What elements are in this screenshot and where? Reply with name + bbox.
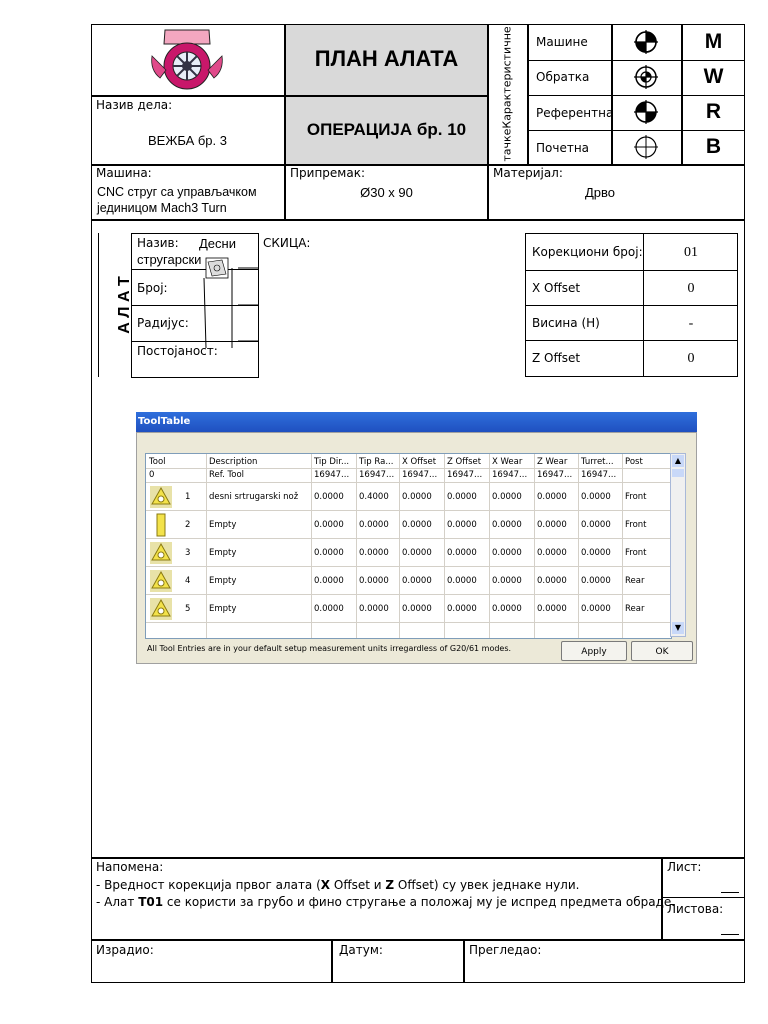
tooltable-header-cell: Z Offset [447,457,482,467]
sheet-label: Лист: [667,860,702,874]
tool-vertical-label: А Л А Т [116,276,133,334]
tooltable-scrollbar[interactable] [670,453,686,637]
tooltable-cell: 0.0000 [447,576,477,586]
point-letter-r: R [705,100,722,123]
point-letter-m: M [704,30,723,53]
tooltable-cell: 0.0000 [581,548,611,558]
tool-durability-label: Постојаност: [137,344,218,358]
tooltable-ref-cell: 0 [149,470,155,480]
tooltable-header-cell: Tip Ra... [359,457,394,467]
point-letter-w: W [703,65,724,88]
tooltable-header-cell: Description [209,457,258,467]
material-label: Материјал: [493,166,563,180]
tooltable-cell: 0.0000 [492,604,522,614]
apply-button[interactable]: Apply [561,641,627,661]
tooltable-cell: 0.0000 [492,576,522,586]
tooltable-cell: Front [625,520,647,530]
tooltable-cell: 0.0000 [402,520,432,530]
tooltable-cell: 0.0000 [447,548,477,558]
start-point-icon [634,135,658,159]
notes-label: Напомена: [96,860,164,874]
tooltable-cell: 0.0000 [492,548,522,558]
machine-value-line2: јединицом Mach3 Turn [97,201,227,215]
machine-value-line1: CNC струг са управљачком [97,185,257,199]
tooltable-grid [145,453,672,639]
tooltable-cell: 0.4000 [359,492,389,502]
tooltable-cell: 0.0000 [447,520,477,530]
height-value: - [688,316,694,331]
grooving-insert-icon [150,514,172,536]
machine-label: Машина: [96,166,152,180]
tooltable-ref-cell: 16947... [314,470,350,480]
sheets-count-label: Листова: [667,902,724,916]
tooltable-cell: 0.0000 [402,604,432,614]
tooltable-cell: 0.0000 [314,604,344,614]
height-label: Висина (H) [532,316,600,330]
tooltable-cell: 0.0000 [359,604,389,614]
z-offset-value: 0 [687,351,695,366]
tool-radius-label: Радијус: [137,316,189,330]
blank-value: Ø30 x 90 [360,185,413,200]
sketch-label: СКИЦА: [263,236,311,250]
turning-insert-icon [150,570,172,592]
tooltable-cell: Empty [209,520,237,530]
tooltable-cell: 0.0000 [447,604,477,614]
date-label: Датум: [339,943,383,957]
tooltable-cell: 0.0000 [314,548,344,558]
tooltable-cell: 0.0000 [581,604,611,614]
material-value: Дрво [585,185,616,200]
school-logo [148,26,226,92]
tooltable-cell: 0.0000 [314,492,344,502]
operation-title: ОПЕРАЦИЈА бр. 10 [306,120,467,139]
correction-number-value: 01 [684,245,698,260]
tool-number-cell: 2 [185,520,191,530]
part-value: ВЕЖБА бр. 3 [147,133,227,148]
tooltable-footer-note: All Tool Entries are in your default setup measurement units irregardless of G20/61 modes. [147,644,512,653]
tooltable-header-cell: Tool [149,457,166,467]
tooltable-cell: 0.0000 [537,520,567,530]
tooltable-cell: 0.0000 [402,492,432,502]
document-title: ПЛАН АЛАТА [314,46,459,71]
scroll-down-icon[interactable]: ▼ [672,622,684,634]
tooltable-cell: 0.0000 [314,520,344,530]
machine-zero-icon [634,30,658,54]
tool-number-cell: 4 [185,576,191,586]
tooltable-cell: 0.0000 [492,520,522,530]
z-offset-label: Z Offset [532,351,581,365]
blank-label: Припремак: [290,166,365,180]
characteristic-points-label: тачкеКарактеристичне [500,26,514,162]
tooltable-cell: 0.0000 [447,492,477,502]
tooltable-cell: 0.0000 [537,576,567,586]
tooltable-cell: 0.0000 [314,576,344,586]
tooltable-cell: 0.0000 [402,576,432,586]
tooltable-ref-cell: 16947... [581,470,617,480]
tooltable-cell: Empty [209,604,237,614]
turning-insert-icon [150,598,172,620]
tooltable-window-title: ToolTable [136,412,697,432]
checked-by-label: Прегледао: [469,943,542,957]
point-name-workpiece: Обратка [536,70,590,84]
tool-name-label: Назив: [137,236,179,250]
tooltable-cell: 0.0000 [537,492,567,502]
tool-number-cell: 5 [185,604,191,614]
point-name-reference: Референтна [536,106,614,120]
turning-insert-icon [150,486,172,508]
tooltable-cell: 0.0000 [359,548,389,558]
tooltable-cell: desni srtrugarski nož [209,492,299,502]
tooltable-header-cell: Tip Dir... [314,457,350,467]
tool-number-cell: 1 [185,492,191,502]
tooltable-cell: 0.0000 [537,604,567,614]
workpiece-zero-icon [634,65,658,89]
tooltable-cell: 0.0000 [581,576,611,586]
tooltable-cell: Rear [625,604,645,614]
tooltable-cell: Empty [209,576,237,586]
scroll-thumb[interactable] [672,469,684,477]
tooltable-header-cell: Z Wear [537,457,568,467]
tooltable-cell: 0.0000 [402,548,432,558]
tooltable-cell: 0.0000 [537,548,567,558]
tooltable-header-cell: X Wear [492,457,523,467]
tooltable-cell: Front [625,492,647,502]
tooltable-cell: 0.0000 [581,492,611,502]
point-name-start: Почетна [536,141,590,155]
made-by-label: Израдио: [96,943,154,957]
tooltable-header-cell: Turret... [581,457,614,467]
tooltable-cell: Rear [625,576,645,586]
tooltable-cell: 0.0000 [581,520,611,530]
x-offset-value: 0 [687,281,695,296]
part-label: Назив дела: [96,98,173,112]
tooltable-header-cell: X Offset [402,457,437,467]
turning-insert-icon [150,542,172,564]
tool-number-cell: 3 [185,548,191,558]
tooltable-ref-cell: 16947... [359,470,395,480]
tool-name-value: Десни [199,236,236,251]
tooltable-ref-cell: 16947... [492,470,528,480]
tooltable-cell: 0.0000 [359,576,389,586]
tooltable-header-cell: Post [625,457,643,467]
tooltable-cell: Front [625,548,647,558]
tooltable-ref-cell: 16947... [537,470,573,480]
tooltable-ref-cell: 16947... [447,470,483,480]
note-line-2: - Алат Т01 се користи за грубо и фино стругање а положај му је испред предмета обраде. [96,895,676,909]
tooltable-ref-cell: Ref. Tool [209,470,245,480]
tool-name-value-line2: стругарски [137,252,202,267]
tooltable-ref-cell: 16947... [402,470,438,480]
correction-number-label: Корекциони број: [532,245,643,259]
tool-number-label: Број: [137,281,168,295]
reference-point-icon [634,100,658,124]
tooltable-cell: 0.0000 [359,520,389,530]
point-name-machine: Машине [536,35,588,49]
ok-button[interactable]: OK [631,641,693,661]
x-offset-label: X Offset [532,281,581,295]
tooltable-cell: 0.0000 [492,492,522,502]
turning-tool-drawing-icon [202,254,260,350]
scroll-up-icon[interactable]: ▲ [672,455,684,467]
point-letter-b: B [705,135,722,158]
tooltable-window [136,432,697,664]
tooltable-cell: Empty [209,548,237,558]
note-line-1: - Вредност корекција првог алата (X Offset и Z Offset) су увек једнаке нули. [96,878,580,892]
